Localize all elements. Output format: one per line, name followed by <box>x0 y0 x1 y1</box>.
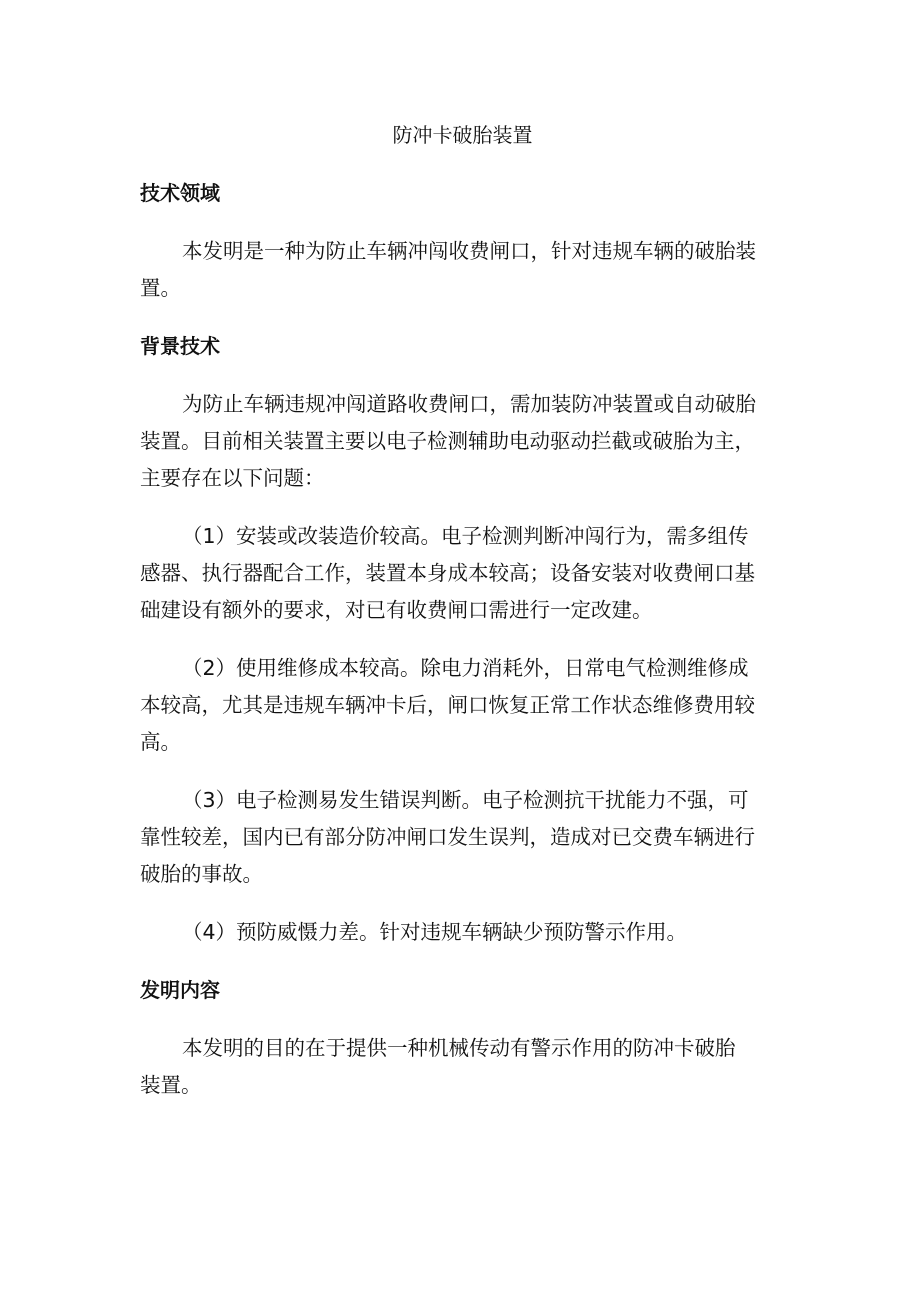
paragraph-line: （3）电子检测易发生错误判断。电子检测抗干扰能力不强，可 <box>182 788 749 812</box>
paragraph-line: 装置。 <box>140 1073 202 1097</box>
document-body <box>140 175 785 1104</box>
paragraph-line: 高。 <box>140 730 181 754</box>
paragraph <box>140 782 785 893</box>
paragraph <box>140 518 785 629</box>
paragraph-line: （2）使用维修成本较高。除电力消耗外，日常电气检测维修成 <box>182 656 749 680</box>
paragraph-line: 本较高，尤其是违规车辆冲卡后，闸口恢复正常工作状态维修费用较 <box>140 693 755 717</box>
paragraph-line: 础建设有额外的要求，对已有收费闸口需进行一定改建。 <box>140 598 653 622</box>
paragraph-line: 靠性较差，国内已有部分防冲闸口发生误判，造成对已交费车辆进行 <box>140 825 755 849</box>
document-title: 防冲卡破胎装置 <box>392 123 533 147</box>
paragraph-line: 主要存在以下问题： <box>140 466 325 490</box>
paragraph <box>140 914 785 951</box>
section-heading: 发明内容 <box>140 978 220 1002</box>
paragraph-line: 破胎的事故。 <box>140 862 263 886</box>
paragraph <box>140 386 785 497</box>
section-heading: 背景技术 <box>140 334 220 358</box>
paragraph-line: （1）安装或改装造价较高。电子检测判断冲闯行为，需多组传 <box>182 524 749 548</box>
paragraph <box>140 650 785 761</box>
section-heading: 技术领域 <box>140 181 220 205</box>
paragraph <box>140 233 785 307</box>
paragraph-line: 本发明是一种为防止车辆冲闯收费闸口，针对违规车辆的破胎装 <box>182 239 756 263</box>
paragraph-line: 置。 <box>140 276 181 300</box>
paragraph-line: 感器、执行器配合工作，装置本身成本较高；设备安装对收费闸口基 <box>140 561 755 585</box>
paragraph-line: （4）预防威慑力差。针对违规车辆缺少预防警示作用。 <box>182 920 688 944</box>
document-page <box>140 117 785 1125</box>
paragraph-line: 为防止车辆违规冲闯道路收费闸口，需加装防冲装置或自动破胎 <box>182 392 756 416</box>
paragraph-line: 本发明的目的在于提供一种机械传动有警示作用的防冲卡破胎 <box>182 1036 736 1060</box>
paragraph <box>140 1030 785 1104</box>
paragraph-line: 装置。目前相关装置主要以电子检测辅助电动驱动拦截或破胎为主， <box>140 429 755 453</box>
